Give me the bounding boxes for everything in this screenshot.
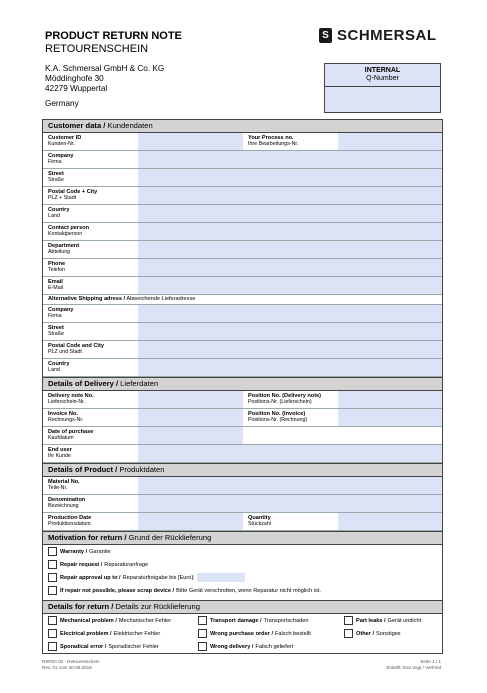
detail-wrong-order: Wrong purchase order / Falsch bestellt	[198, 629, 344, 638]
motivation-repair-request: Repair request / Reparaturanfrage	[43, 558, 442, 571]
row-purchase-date	[43, 427, 442, 445]
detail-mechanical: Mechanical problem / Mechanischer Fehler	[43, 616, 198, 625]
alt-country-field[interactable]	[138, 359, 442, 376]
wrong-order-checkbox[interactable]	[198, 629, 207, 638]
section-details-return: Details for return / Details zur Rücklieferung	[43, 600, 442, 614]
row-alt-country	[43, 359, 442, 377]
sporadic-checkbox[interactable]	[48, 642, 57, 651]
row-country	[43, 205, 442, 223]
row-alt-shipping	[43, 295, 442, 305]
row-customer-id	[43, 133, 442, 151]
alt-street-field[interactable]	[138, 323, 442, 340]
street-field[interactable]	[138, 169, 442, 186]
motivation-warranty: Warranty / Garantie	[43, 545, 442, 558]
row-denomination	[43, 495, 442, 513]
document-subtitle: RETOURENSCHEIN	[45, 43, 149, 55]
alt-postal-field[interactable]	[138, 341, 442, 358]
phone-field[interactable]	[138, 259, 442, 276]
transport-checkbox[interactable]	[198, 616, 207, 625]
details-row-2	[43, 627, 442, 640]
label-pos-invoice: Position No. (Invoice) Positions-Nr. (Rechnung)	[248, 411, 308, 424]
label-quantity: Quantity Stückzahl	[248, 515, 271, 528]
q-number-field[interactable]	[325, 86, 440, 112]
logo-mark-icon: S	[319, 28, 332, 43]
row-phone	[43, 259, 442, 277]
row-end-user	[43, 445, 442, 463]
logo-text: SCHMERSAL	[337, 27, 437, 44]
department-field[interactable]	[138, 241, 442, 258]
electrical-checkbox[interactable]	[48, 629, 57, 638]
label-alt-country: Country Land	[48, 361, 70, 374]
address-street: Möddinghofe 30	[45, 74, 104, 83]
section-delivery: Details of Delivery / Lieferdaten	[43, 377, 442, 391]
row-company	[43, 151, 442, 169]
detail-transport: Transport damage / Transportschaden	[198, 616, 344, 625]
label-production: Production Date Produktionsdatum	[48, 515, 92, 528]
label-alt-postal: Postal Code and City PLZ und Stadt	[48, 343, 104, 356]
pos-note-field[interactable]	[338, 391, 442, 408]
details-row-3	[43, 640, 442, 653]
internal-sub: Q-Number	[366, 75, 399, 82]
repair-request-checkbox[interactable]	[48, 560, 57, 569]
detail-wrong-delivery: Wrong delivery / Falsch geliefert	[198, 642, 344, 651]
label-department: Department Abteilung	[48, 243, 80, 256]
customer-id-field[interactable]	[138, 133, 243, 150]
email-field[interactable]	[138, 277, 442, 294]
address-country: Germany	[45, 99, 79, 108]
label-denomination: Denomination Bezeichnung	[48, 497, 86, 510]
row-delivery-note	[43, 391, 442, 409]
row-production	[43, 513, 442, 531]
detail-other: Other / Sonstiges	[344, 629, 401, 638]
wrong-delivery-checkbox[interactable]	[198, 642, 207, 651]
alt-company-field[interactable]	[138, 305, 442, 322]
production-date-field[interactable]	[138, 513, 243, 530]
detail-sporadic: Sporadical error / Sporadischer Fehler	[43, 642, 198, 651]
row-invoice	[43, 409, 442, 427]
section-customer-data: Customer data / Kundendaten	[43, 120, 442, 133]
leaks-checkbox[interactable]	[344, 616, 353, 625]
label-material: Material No. Teile-Nr.	[48, 479, 80, 492]
other-checkbox[interactable]	[344, 629, 353, 638]
row-department	[43, 241, 442, 259]
footer-right: Seite 1 / 1 Erstellt: Eva Vogt / Verfreid	[386, 659, 441, 670]
warranty-checkbox[interactable]	[48, 547, 57, 556]
label-email: Email E-Mail	[48, 279, 64, 292]
row-contact	[43, 223, 442, 241]
return-form	[42, 119, 443, 654]
purchase-date-field[interactable]	[138, 427, 243, 444]
label-pos-note: Position No. (Delivery note) Positions-Nr. (Lieferschein)	[248, 393, 322, 406]
company-field[interactable]	[138, 151, 442, 168]
invoice-field[interactable]	[138, 409, 243, 426]
country-field[interactable]	[138, 205, 442, 222]
internal-title: INTERNAL	[364, 67, 401, 74]
label-invoice: Invoice No. Rechnungs-Nr.	[48, 411, 84, 424]
material-field[interactable]	[138, 477, 442, 494]
address-city: 42279 Wuppertal	[45, 84, 108, 93]
row-alt-postal	[43, 341, 442, 359]
mechanical-checkbox[interactable]	[48, 616, 57, 625]
label-end-user: End user Ihr Kunde	[48, 447, 72, 460]
row-email	[43, 277, 442, 295]
repair-approval-amount-field[interactable]	[197, 573, 245, 582]
delivery-note-field[interactable]	[138, 391, 243, 408]
row-postal	[43, 187, 442, 205]
label-delivery-note: Delivery note No. Lieferschein-Nr.	[48, 393, 94, 406]
label-contact: Contact person Kontaktperson	[48, 225, 90, 238]
scrap-checkbox[interactable]	[48, 586, 57, 595]
label-purchase-date: Date of purchase Kaufdatum	[48, 429, 94, 442]
label-postal: Postal Code + City PLZ + Stadt	[48, 189, 98, 202]
section-product: Details of Product / Produktdaten	[43, 463, 442, 477]
row-alt-company	[43, 305, 442, 323]
label-country: Country Land	[48, 207, 70, 220]
details-row-1	[43, 614, 442, 627]
pos-invoice-field[interactable]	[338, 409, 442, 426]
label-alt-shipping: Alternative Shipping adress / Abweichende Lieferadresse	[48, 296, 196, 302]
denomination-field[interactable]	[138, 495, 442, 512]
schmersal-logo	[319, 27, 437, 44]
section-motivation: Motivation for return / Grund der Rücklieferung	[43, 531, 442, 545]
footer-left: RSFE0 02 - Retourenschein Rev. 01 vom 30.06.2016	[42, 659, 100, 670]
motivation-scrap: If repair not possible, please scrap device / Bitte Gerät verschrotten, wenn Reparatur nicht möglich ist.	[43, 584, 442, 597]
label-company: Company Firma	[48, 153, 74, 166]
label-alt-company: Company Firma	[48, 307, 74, 320]
detail-electrical: Electrical problem / Elektrischer Fehler	[43, 629, 198, 638]
your-process-field[interactable]	[338, 133, 442, 150]
label-street: Street Straße	[48, 171, 64, 184]
motivation-repair-approval: Repair approval up to / Reparaturfreigabe bis [Euro]:	[43, 571, 442, 584]
contact-field[interactable]	[138, 223, 442, 240]
label-customer-id: Customer ID Kunden-Nr.	[48, 135, 82, 148]
label-phone: Phone Telefon	[48, 261, 66, 274]
quantity-field[interactable]	[338, 513, 442, 530]
row-street	[43, 169, 442, 187]
document-title: PRODUCT RETURN NOTE	[45, 30, 182, 42]
detail-leaks: Part leaks / Gerät undicht	[344, 616, 421, 625]
internal-box	[324, 63, 441, 113]
repair-approval-checkbox[interactable]	[48, 573, 57, 582]
end-user-field[interactable]	[138, 445, 442, 462]
row-alt-street	[43, 323, 442, 341]
label-your-process: Your Process no. Ihre Bearbeitungs-Nr.	[248, 135, 299, 148]
label-alt-street: Street Straße	[48, 325, 64, 338]
row-material	[43, 477, 442, 495]
address-company: K.A. Schmersal GmbH & Co. KG	[45, 64, 165, 73]
postal-field[interactable]	[138, 187, 442, 204]
